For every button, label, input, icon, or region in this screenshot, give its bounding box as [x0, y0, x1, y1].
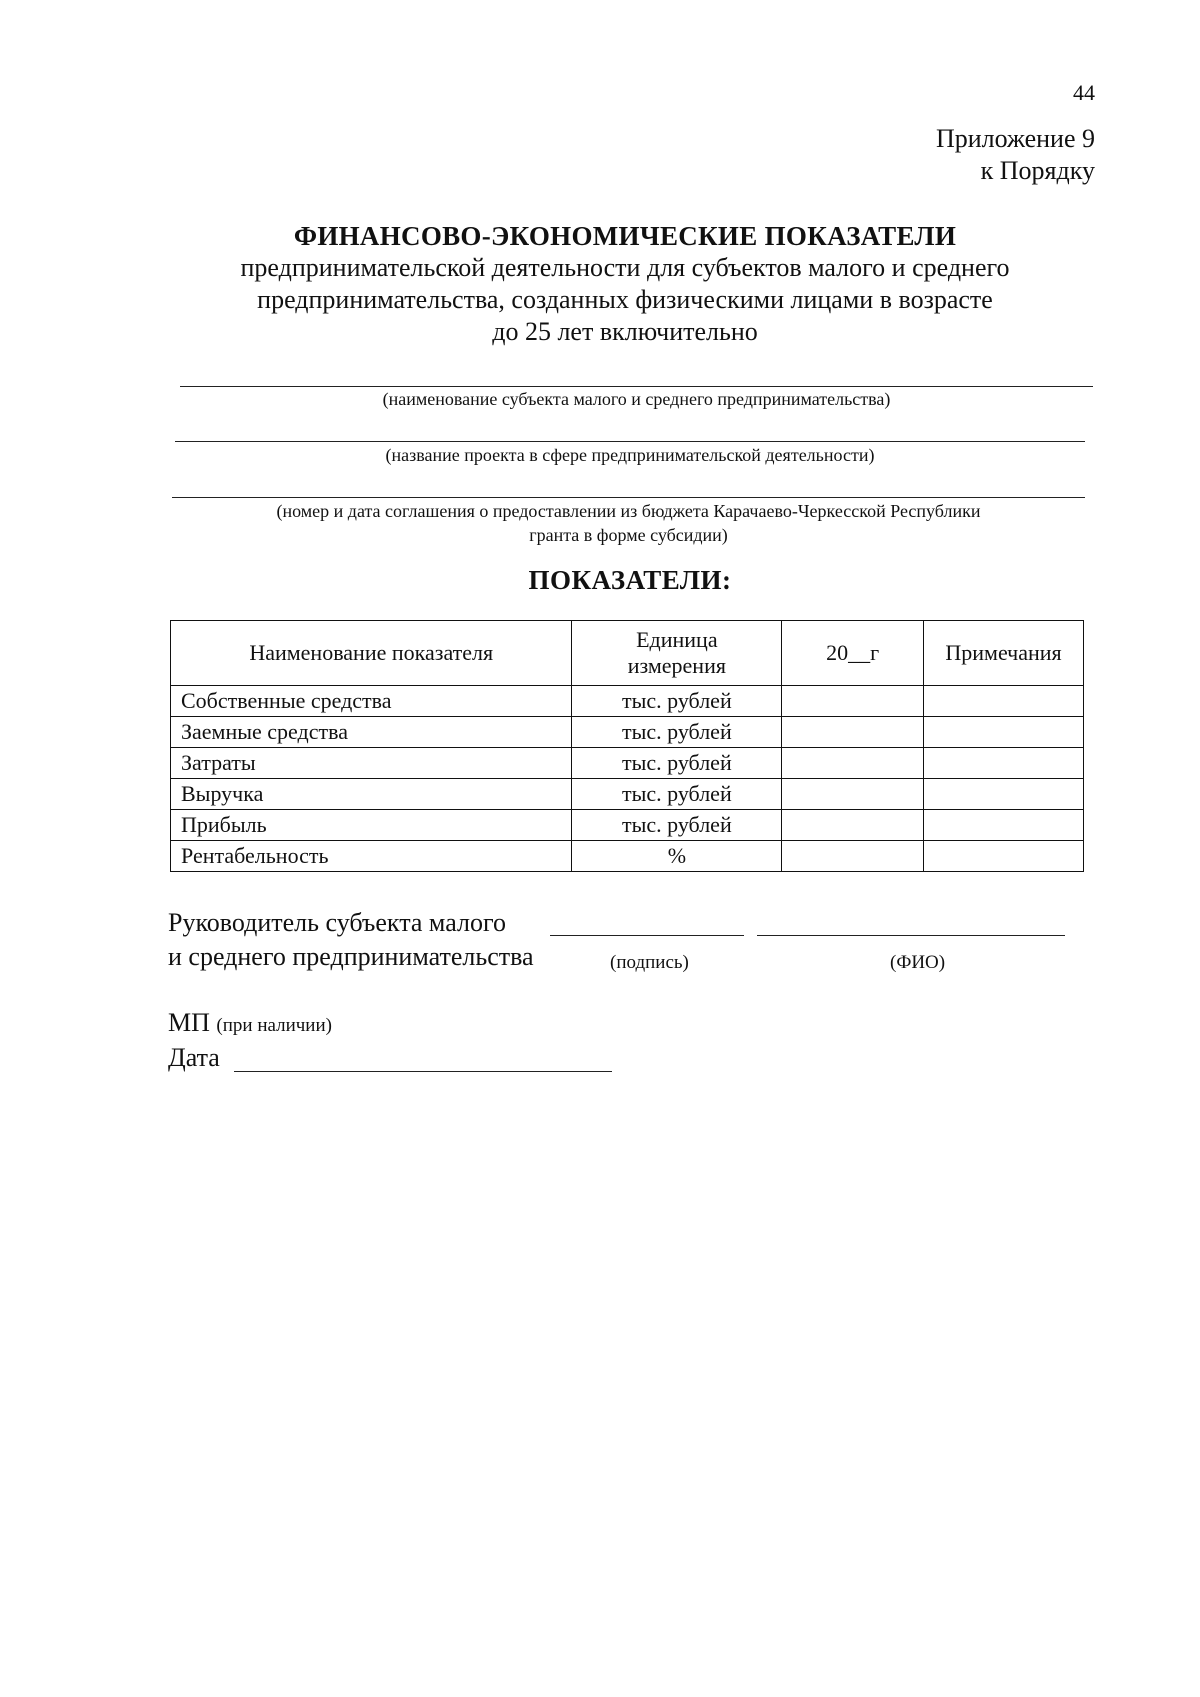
indicator-name: Заемные средства — [171, 717, 572, 748]
signatory-label-line-2: и среднего предпринимательства — [168, 942, 534, 971]
table-header-row — [171, 621, 1084, 686]
header-year: 20__г — [782, 621, 924, 686]
project-name-caption: (название проекта в сфере предпринимательской деятельности) — [385, 445, 875, 465]
indicator-unit: тыс. рублей — [572, 686, 782, 717]
agreement-field[interactable] — [172, 497, 1085, 498]
signature-caption: (подпись) — [610, 952, 689, 973]
header-indicator-name: Наименование показателя — [171, 621, 572, 686]
table-row — [171, 810, 1084, 841]
indicator-name: Рентабельность — [171, 841, 572, 872]
table-row — [171, 717, 1084, 748]
indicator-unit: % — [572, 841, 782, 872]
appendix-reference — [936, 123, 1095, 187]
indicator-name: Прибыль — [171, 810, 572, 841]
table-row — [171, 748, 1084, 779]
indicator-notes-cell[interactable] — [924, 748, 1084, 779]
indicator-unit: тыс. рублей — [572, 717, 782, 748]
indicator-value-cell[interactable] — [782, 841, 924, 872]
table-row — [171, 686, 1084, 717]
signatory-label-line-1: Руководитель субъекта малого — [168, 908, 506, 937]
indicator-notes-cell[interactable] — [924, 686, 1084, 717]
signature-field[interactable] — [550, 935, 744, 936]
stamp-note: (при наличии) — [216, 1015, 332, 1036]
indicator-value-cell[interactable] — [782, 779, 924, 810]
full-name-caption: (ФИО) — [890, 952, 946, 973]
title-block — [200, 220, 1050, 348]
indicator-name: Выручка — [171, 779, 572, 810]
indicators-table — [170, 620, 1084, 872]
indicator-notes-cell[interactable] — [924, 810, 1084, 841]
indicator-notes-cell[interactable] — [924, 779, 1084, 810]
header-notes: Примечания — [924, 621, 1084, 686]
indicator-unit: тыс. рублей — [572, 779, 782, 810]
indicator-name: Затраты — [171, 748, 572, 779]
indicator-value-cell[interactable] — [782, 686, 924, 717]
section-title: ПОКАЗАТЕЛИ: — [528, 565, 732, 595]
page-number: 44 — [1073, 80, 1095, 105]
stamp-label — [168, 1008, 332, 1038]
appendix-line-2: к Порядку — [980, 156, 1095, 185]
indicator-value-cell[interactable] — [782, 717, 924, 748]
indicator-unit: тыс. рублей — [572, 748, 782, 779]
indicator-name: Собственные средства — [171, 686, 572, 717]
date-field[interactable] — [234, 1071, 612, 1072]
agreement-caption: (номер и дата соглашения о предоставлении из бюджета Карачаево-Черкесской Республики гранта в форме субсидии) — [276, 501, 981, 545]
indicator-value-cell[interactable] — [782, 748, 924, 779]
indicator-notes-cell[interactable] — [924, 717, 1084, 748]
table-row — [171, 841, 1084, 872]
entity-name-caption: (наименование субъекта малого и среднего предпринимательства) — [382, 389, 891, 409]
date-label: Дата — [168, 1043, 220, 1072]
document-title: ФИНАНСОВО-ЭКОНОМИЧЕСКИЕ ПОКАЗАТЕЛИ — [293, 221, 957, 251]
stamp-abbreviation: МП — [168, 1008, 210, 1037]
indicator-notes-cell[interactable] — [924, 841, 1084, 872]
full-name-field[interactable] — [757, 935, 1065, 936]
project-name-field[interactable] — [175, 441, 1085, 442]
appendix-line-1: Приложение 9 — [935, 124, 1095, 153]
document-subtitle: предпринимательской деятельности для субъектов малого и среднего предпринимательства, созданных физическими лицами в возрасте до 25 лет включительно — [240, 253, 1010, 346]
indicator-unit: тыс. рублей — [572, 810, 782, 841]
indicator-value-cell[interactable] — [782, 810, 924, 841]
header-unit — [572, 621, 782, 686]
table-row — [171, 779, 1084, 810]
header-unit-text: Единица измерения — [627, 627, 726, 678]
